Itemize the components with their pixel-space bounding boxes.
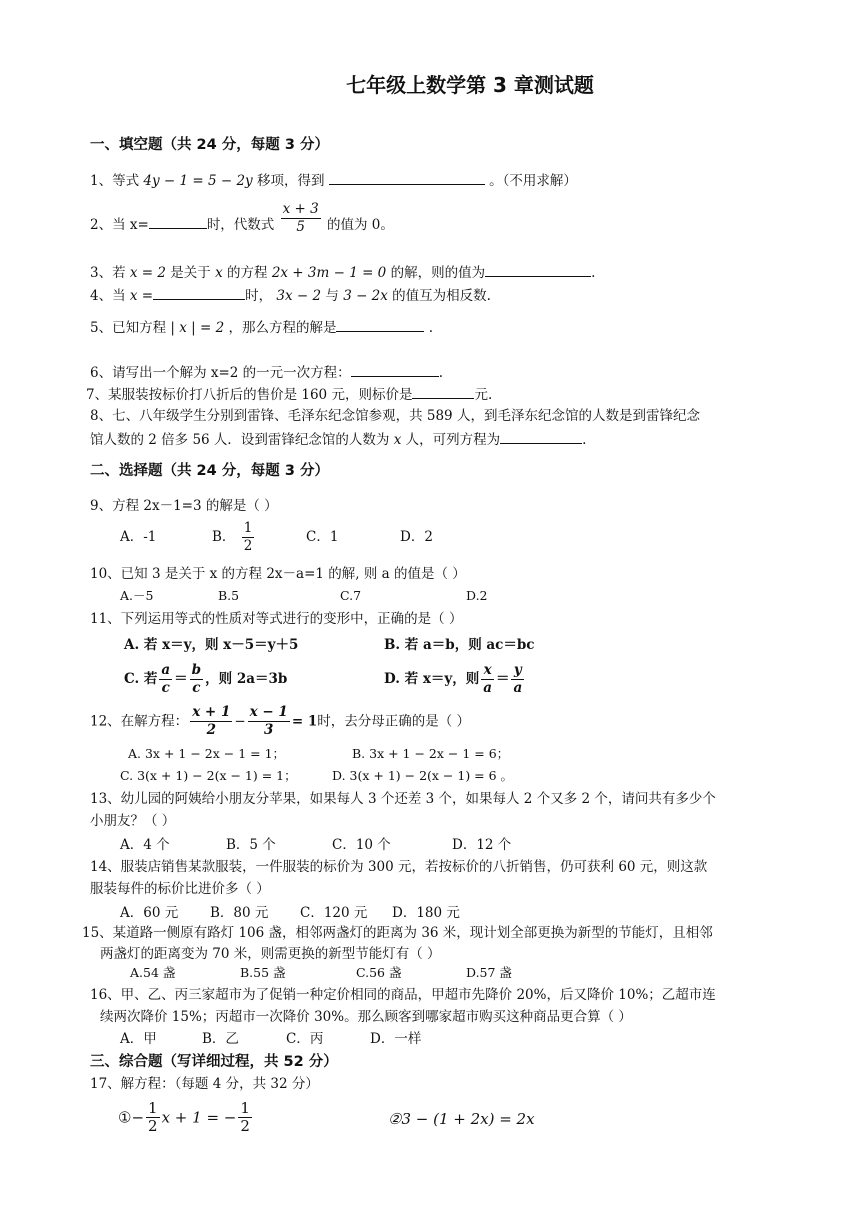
q4-answer-blank[interactable] bbox=[153, 285, 245, 300]
question-15-line-1: 15、某道路一侧原有路灯 106 盏，相邻两盏灯的距离为 36 米，现计划全部更换为新型的节能灯，且相邻 bbox=[82, 925, 713, 941]
q11-c-fraction-a-den: c bbox=[161, 680, 170, 696]
section-heading-multiple-choice: 二、选择题（共 24 分，每题 3 分） bbox=[90, 463, 329, 479]
question-11-option-b[interactable]: B. 若 a＝b，则 ac＝bc bbox=[384, 637, 535, 653]
q11-c-fraction-b bbox=[190, 662, 203, 697]
q1-prefix: 1、等式 bbox=[90, 173, 140, 189]
q3-prefix: 3、若 bbox=[90, 265, 126, 281]
question-3 bbox=[90, 262, 595, 282]
q4-expression-1: 3x − 2 bbox=[276, 288, 322, 304]
q8-answer-blank[interactable] bbox=[500, 429, 582, 444]
question-15-option-c[interactable]: C.56 盏 bbox=[356, 965, 402, 980]
question-16-line-2: 续两次降价 15%；丙超市一次降价 30%。那么顾客到哪家超市购买这种商品更合算（ ） bbox=[100, 1009, 632, 1025]
q11-d-prefix: D. 若 x＝y，则 bbox=[384, 671, 480, 687]
q11-c-prefix: C. 若 bbox=[124, 671, 158, 687]
q12-fraction-1 bbox=[190, 704, 232, 739]
q9-option-b-fraction bbox=[242, 520, 255, 555]
question-17-stem: 17、解方程：（每题 4 分，共 32 分） bbox=[90, 1076, 319, 1092]
q11-c-fraction-b-num: b bbox=[191, 662, 202, 678]
q17-p1-mid: x + 1 = − bbox=[161, 1108, 237, 1127]
question-14-option-b[interactable]: B．80 元 bbox=[210, 905, 269, 921]
q1-suffix: 。（不用求解） bbox=[489, 173, 577, 189]
question-14-option-d[interactable]: D．180 元 bbox=[392, 905, 460, 921]
question-11-option-c[interactable] bbox=[124, 662, 287, 697]
question-16-option-c[interactable]: C．丙 bbox=[286, 1031, 324, 1047]
q11-d-fraction-x-den: a bbox=[483, 680, 492, 696]
question-12-option-b[interactable]: B. 3x + 1 − 2x − 1 = 6； bbox=[352, 746, 510, 761]
q11-d-fraction-x-num: x bbox=[481, 662, 494, 680]
q4-prefix: 4、当 bbox=[90, 288, 126, 304]
question-17-part-1 bbox=[118, 1100, 254, 1135]
q5-prefix: 5、已知方程 bbox=[90, 320, 167, 336]
q11-c-suffix: ，则 2a＝3b bbox=[205, 671, 288, 687]
q2-fraction bbox=[281, 201, 321, 236]
question-13-line-2: 小朋友？（ ） bbox=[90, 813, 176, 829]
question-7 bbox=[86, 384, 492, 404]
q7-answer-blank[interactable] bbox=[412, 384, 474, 399]
question-6 bbox=[90, 362, 443, 382]
q11-c-fraction-b-den: c bbox=[192, 680, 201, 696]
question-8-line-1: 8、七、八年级学生分别到雷锋、毛泽东纪念馆参观，共 589 人，到毛泽东纪念馆的人数是到雷锋纪念 bbox=[90, 408, 700, 424]
question-14-line-2: 服装每件的标价比进价多（ ） bbox=[90, 881, 270, 897]
question-10-option-a[interactable]: A.－5 bbox=[120, 588, 154, 603]
question-12-option-c[interactable]: C. 3(x + 1) − 2(x − 1) = 1； bbox=[120, 768, 297, 783]
q17-p1-fraction-1 bbox=[146, 1100, 160, 1135]
q2-fraction-numerator: x + 3 bbox=[282, 201, 319, 217]
q3-equation: 2x + 3m − 1 = 0 bbox=[271, 265, 387, 281]
q3-text-b: 是关于 bbox=[170, 265, 211, 281]
q5-answer-blank[interactable] bbox=[336, 317, 424, 332]
question-4 bbox=[90, 285, 491, 305]
q12-equals: = 1 bbox=[291, 713, 318, 730]
q3-answer-blank[interactable] bbox=[485, 262, 591, 277]
question-5 bbox=[90, 317, 433, 337]
q4-variable: x = bbox=[129, 288, 154, 304]
q12-fraction-1-den: 2 bbox=[206, 722, 216, 738]
question-16-option-a[interactable]: A．甲 bbox=[120, 1031, 157, 1047]
q8-variable: x bbox=[393, 432, 402, 448]
q12-fraction-2-num: x − 1 bbox=[249, 704, 288, 720]
question-9-option-c[interactable]: C．1 bbox=[306, 529, 339, 545]
section-heading-comprehensive: 三、综合题（写详细过程，共 52 分） bbox=[90, 1054, 338, 1070]
q11-d-fraction-x bbox=[481, 662, 494, 697]
q2-prefix: 2、当 x= bbox=[90, 217, 149, 233]
q8-mid: 人，可列方程为 bbox=[405, 432, 501, 448]
question-13-option-a[interactable]: A．4 个 bbox=[120, 837, 170, 853]
q11-d-fraction-y bbox=[511, 662, 524, 697]
q12-fraction-2-den: 3 bbox=[264, 722, 274, 738]
q4-mid: 时， bbox=[245, 288, 273, 304]
question-13-option-c[interactable]: C．10 个 bbox=[332, 837, 391, 853]
question-10-stem: 10、已知 3 是关于 x 的方程 2x－a=1 的解, 则 a 的值是（ ） bbox=[90, 566, 466, 582]
q1-equation: 4y − 1 = 5 − 2y bbox=[143, 173, 253, 189]
q5-equation: | x | = 2 bbox=[170, 320, 225, 336]
question-13-option-d[interactable]: D．12 个 bbox=[452, 837, 512, 853]
q9-option-b-label: B． bbox=[212, 529, 236, 545]
q6-prefix: 6、请写出一个解为 x=2 的一元一次方程： bbox=[90, 365, 351, 381]
q6-suffix: . bbox=[438, 365, 443, 381]
q3-variable: x bbox=[215, 265, 223, 281]
q12-suffix: 时，去分母正确的是（ ） bbox=[317, 713, 471, 730]
q12-fraction-1-num: x + 1 bbox=[192, 704, 231, 720]
q4-conjunction: 与 bbox=[325, 288, 339, 304]
q17-p1-prefix: ①− bbox=[118, 1108, 145, 1127]
q11-c-fraction-a bbox=[159, 662, 172, 697]
question-12-option-a[interactable]: A. 3x + 1 − 2x − 1 = 1； bbox=[128, 746, 286, 761]
question-11-option-a[interactable]: A. 若 x＝y，则 x－5＝y＋5 bbox=[124, 637, 299, 653]
question-12-stem bbox=[90, 704, 470, 739]
q5-suffix: . bbox=[424, 320, 434, 336]
question-12-option-d[interactable]: D. 3(x + 1) − 2(x − 1) = 6 。 bbox=[332, 768, 514, 783]
q9-option-b-numerator: 1 bbox=[243, 520, 253, 536]
question-10-option-c[interactable]: C.7 bbox=[340, 588, 362, 603]
q1-answer-blank[interactable] bbox=[329, 170, 485, 185]
question-17-part-2: ②3 − (1 + 2x) = 2x bbox=[388, 1110, 535, 1128]
q5-mid: ，那么方程的解是 bbox=[228, 320, 337, 336]
q17-p1-fraction-1-num: 1 bbox=[148, 1099, 158, 1117]
question-9-option-b[interactable] bbox=[212, 520, 256, 555]
question-14-option-c[interactable]: C．120 元 bbox=[300, 905, 368, 921]
q11-c-equals: ＝ bbox=[174, 671, 188, 687]
question-15-line-2: 两盏灯的距离变为 70 米，则需更换的新型节能灯有（ ） bbox=[100, 946, 441, 962]
q8-suffix: . bbox=[582, 432, 587, 448]
q11-c-fraction-a-num: a bbox=[161, 662, 171, 678]
question-15-option-d[interactable]: D.57 盏 bbox=[466, 965, 512, 980]
q9-option-b-denominator: 2 bbox=[243, 538, 253, 554]
question-13-line-1: 13、幼儿园的阿姨给小朋友分苹果，如果每人 3 个还差 3 个，如果每人 2 个又多 2 个，请问共有多少个 bbox=[90, 791, 716, 807]
q4-expression-2: 3 − 2x bbox=[343, 288, 388, 304]
q2-mid: 时，代数式 bbox=[206, 217, 275, 233]
q2-answer-blank[interactable] bbox=[149, 214, 207, 229]
q2-fraction-denominator: 5 bbox=[296, 219, 305, 235]
q3-text-f: 的解，则的值为 bbox=[390, 265, 486, 281]
q11-d-equals: ＝ bbox=[495, 671, 510, 687]
q17-p1-fraction-2 bbox=[238, 1100, 252, 1135]
q3-value: x = 2 bbox=[129, 265, 166, 281]
question-9-stem: 9、方程 2x－1=3 的解是（ ） bbox=[90, 498, 278, 514]
q8-text: 馆人数的 2 倍多 56 人．设到雷锋纪念馆的人数为 bbox=[90, 432, 390, 448]
q11-d-fraction-y-num: y bbox=[511, 662, 524, 680]
question-1 bbox=[90, 170, 577, 190]
question-14-line-1: 14、服装店销售某款服装，一件服装的标价为 300 元，若按标价的八折销售，仍可获利 60 元，则这款 bbox=[90, 859, 708, 875]
question-8-line-2 bbox=[90, 429, 586, 449]
q3-text-d: 的方程 bbox=[227, 265, 268, 281]
question-10-option-b[interactable]: B.5 bbox=[218, 588, 240, 603]
q7-prefix: 7、某服装按标价打八折后的售价是 160 元，则标价是 bbox=[86, 387, 413, 403]
question-16-line-1: 16、甲、乙、丙三家超市为了促销一种定价相同的商品，甲超市先降价 20%，后又降价 10%；乙超市连 bbox=[90, 987, 716, 1003]
question-10-option-d[interactable]: D.2 bbox=[466, 588, 488, 603]
question-16-option-b[interactable]: B．乙 bbox=[202, 1031, 239, 1047]
question-9-option-d[interactable]: D．2 bbox=[400, 529, 433, 545]
page-title: 七年级上数学第 3 章测试题 bbox=[346, 73, 594, 97]
q17-p1-fraction-2-den: 2 bbox=[240, 1117, 250, 1135]
q12-prefix: 12、在解方程： bbox=[90, 713, 189, 730]
q17-p1-fraction-2-num: 1 bbox=[240, 1099, 250, 1117]
q7-suffix: 元. bbox=[474, 387, 493, 403]
q4-suffix: 的值互为相反数. bbox=[392, 288, 491, 304]
q3-suffix: . bbox=[591, 265, 596, 281]
q12-fraction-2 bbox=[248, 704, 290, 739]
question-14-option-a[interactable]: A．60 元 bbox=[120, 905, 179, 921]
q11-d-fraction-y-den: a bbox=[513, 680, 523, 696]
q2-suffix: 的值为 0。 bbox=[327, 217, 394, 233]
question-11-stem: 11、下列运用等式的性质对等式进行的变形中，正确的是（ ） bbox=[90, 611, 463, 627]
question-11-option-d[interactable] bbox=[384, 662, 526, 697]
q17-p1-fraction-1-den: 2 bbox=[148, 1117, 158, 1135]
question-13-option-b[interactable]: B．5 个 bbox=[226, 837, 276, 853]
q12-minus: − bbox=[234, 713, 246, 730]
question-9-option-a[interactable]: A．-1 bbox=[120, 529, 157, 545]
question-15-option-a[interactable]: A.54 盏 bbox=[130, 965, 176, 980]
q1-mid: 移项，得到 bbox=[256, 173, 325, 189]
question-16-option-d[interactable]: D．一样 bbox=[370, 1031, 422, 1047]
question-2 bbox=[90, 201, 394, 236]
section-heading-fill-in: 一、填空题（共 24 分，每题 3 分） bbox=[90, 137, 329, 153]
question-15-option-b[interactable]: B.55 盏 bbox=[240, 965, 286, 980]
q6-answer-blank[interactable] bbox=[351, 362, 439, 377]
